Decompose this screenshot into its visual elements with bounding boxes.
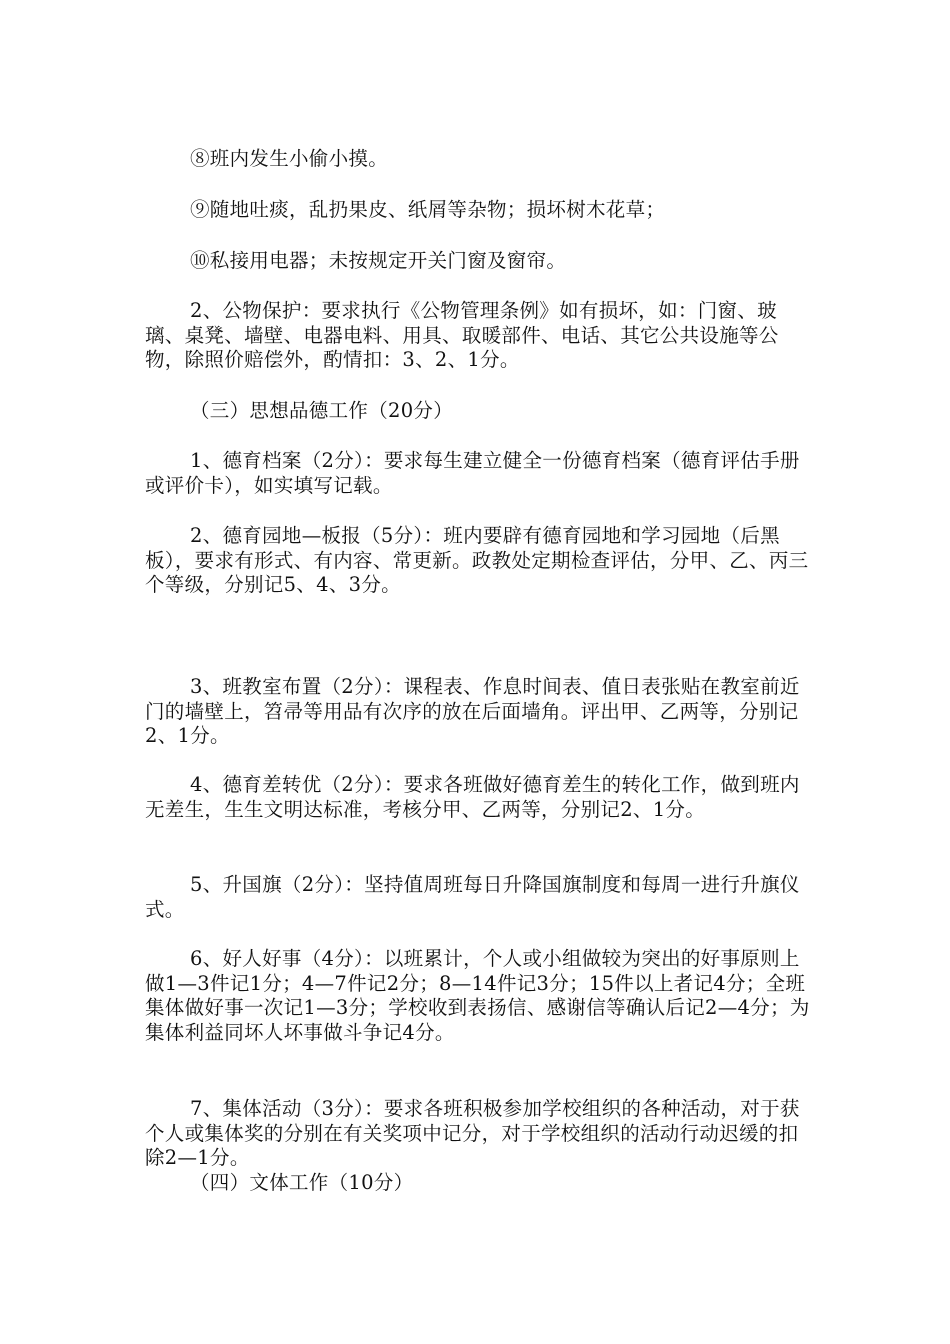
moral-improvement-paragraph: 4、德育差转优（2分）：要求各班做好德育差生的转化工作，做到班内无差生，生生文明达标准，考核分甲、乙两等，分别记2、1分。 — [145, 773, 800, 821]
section-four-heading: （四）文体工作（10分） — [190, 1171, 414, 1194]
good-deeds-paragraph: 6、好人好事（4分）：以班累计，个人或小组做较为突出的好事原则上做1—3件记1分；4—7件记2分；8—14件记3分；15件以上者记4分；全班集体做好事一次记1—3分；学校收到表扬信、感谢信等确认后记2—4分；为集体利益同坏人坏事做斗争记4分。 — [145, 947, 810, 1044]
moral-garden-paragraph: 2、德育园地—板报（5分）：班内要辟有德育园地和学习园地（后黑板），要求有形式、有内容、常更新。政教处定期检查评估，分甲、乙、丙三个等级，分别记5、4、3分。 — [145, 524, 809, 596]
item-8-text: ⑧班内发生小偷小摸。 — [190, 147, 389, 170]
public-property-paragraph: 2、公物保护：要求执行《公物管理条例》如有损坏，如：门窗、玻璃、桌凳、墙壁、电器电料、用具、取暖部件、电话、其它公共设施等公物，除照价赔偿外，酌情扣：3、2、1分。 — [145, 299, 779, 371]
classroom-layout-paragraph: 3、班教室布置（2分）：课程表、作息时间表、值日表张贴在教室前近门的墙壁上，笤帚等用品有次序的放在后面墙角。评出甲、乙两等，分别记2、1分。 — [145, 675, 800, 747]
section-three-heading: （三）思想品德工作（20分） — [190, 399, 454, 422]
moral-archive-paragraph: 1、德育档案（2分）：要求每生建立健全一份德育档案（德育评估手册或评价卡），如实填写记载。 — [145, 449, 800, 497]
flag-raising-paragraph: 5、升国旗（2分）：坚持值周班每日升降国旗制度和每周一进行升旗仪式。 — [145, 873, 800, 921]
item-10-text: ⑩私接用电器；未按规定开关门窗及窗帘。 — [190, 249, 567, 272]
item-9-text: ⑨随地吐痰，乱扔果皮、纸屑等杂物；损坏树木花草； — [190, 198, 666, 221]
group-activities-paragraph: 7、集体活动（3分）：要求各班积极参加学校组织的各种活动，对于获个人或集体奖的分别在有关奖项中记分，对于学校组织的活动行动迟缓的扣除2—1分。 — [145, 1097, 800, 1169]
